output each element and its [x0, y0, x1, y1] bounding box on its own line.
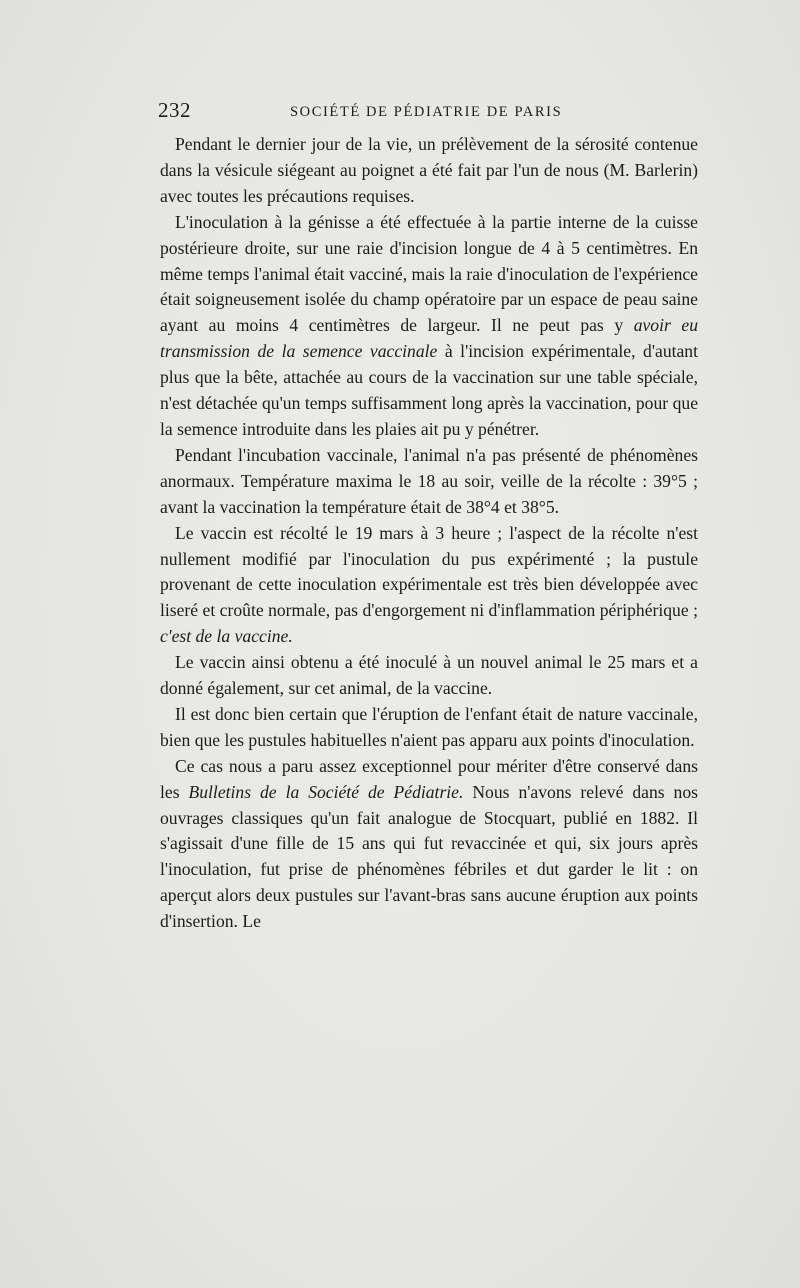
paragraph — [160, 210, 698, 443]
italic-text-run: avoir eu transmission de la semence vaccinale — [160, 315, 698, 362]
paragraph — [160, 650, 698, 702]
text-run: Le vaccin ainsi obtenu a été inoculé à un nouvel animal le 25 mars et a donné également, sur cet animal, de la vaccine. — [160, 652, 698, 699]
running-head: SOCIÉTÉ DE PÉDIATRIE DE PARIS — [290, 104, 563, 120]
text-run: L'inoculation à la génisse a été effectuée à la partie interne de la cuisse postérieure droite, sur une raie d'incision longue de 4 à 5 centimètres. En même temps l'animal était vacciné, mais la raie d'inoculation de l'expérience était soigneusement isolée du champ opératoire par un espace de peau saine ayant au moins 4 centimètres de largeur. Il ne peut pas y — [160, 211, 698, 336]
paragraph — [160, 754, 698, 935]
paragraph — [160, 521, 698, 651]
text-run: à l'incision expérimentale, d'autant plus que la bête, attachée au cours de la vaccination sur une table spéciale, n'est détachée qu'un temps suffisamment long après la vaccination, pour que la semence introduite dans les plaies ait pu y pénétrer. — [160, 341, 698, 439]
paragraph — [160, 443, 698, 521]
italic-text-run: c'est de la vaccine. — [160, 626, 293, 647]
page-header — [158, 98, 738, 126]
text-run: Ce cas nous a paru assez exceptionnel pour mériter d'être conservé dans les — [160, 755, 698, 802]
text-run: Nous n'avons relevé dans nos ouvrages classiques qu'un fait analogue de Stocquart, publié en 1882. Il s'agissait d'une fille de 15 ans qui fut revaccinée et qui, six jours après l'inoculation, fut prise de phénomènes fébriles et dut garder le lit : on aperçut alors deux pustules sur l'avant-bras sans aucune éruption aux points d'insertion. Le — [160, 781, 698, 932]
paragraph — [160, 702, 698, 754]
text-run: Le vaccin est récolté le 19 mars à 3 heure ; l'aspect de la récolte n'est nullement modifié par l'inoculation du pus expérimenté ; la pustule provenant de cette inoculation expérimentale est très bien développée avec liseré et croûte normale, pas d'engorgement ni d'inflammation périphérique ; — [160, 522, 698, 621]
text-run: Pendant le dernier jour de la vie, un prélèvement de la sérosité contenue dans la vésicule siégeant au poignet a été fait par l'un de nous (M. Barlerin) avec toutes les précautions requises. — [160, 134, 698, 206]
body-text — [160, 132, 698, 935]
paragraph — [160, 132, 698, 210]
text-run: Il est donc bien certain que l'éruption de l'enfant était de nature vaccinale, bien que les pustules habituelles n'aient pas apparu aux points d'inoculation. — [160, 703, 698, 750]
text-run: Pendant l'incubation vaccinale, l'animal n'a pas présenté de phénomènes anormaux. Température maxima le 18 au soir, veille de la récolte : 39°5 ; avant la vaccination la température était de 38°4 et 38°5. — [160, 444, 698, 517]
page-number: 232 — [158, 98, 191, 122]
italic-text-run: Bulletins de la Société de Pédiatrie. — [188, 781, 464, 802]
